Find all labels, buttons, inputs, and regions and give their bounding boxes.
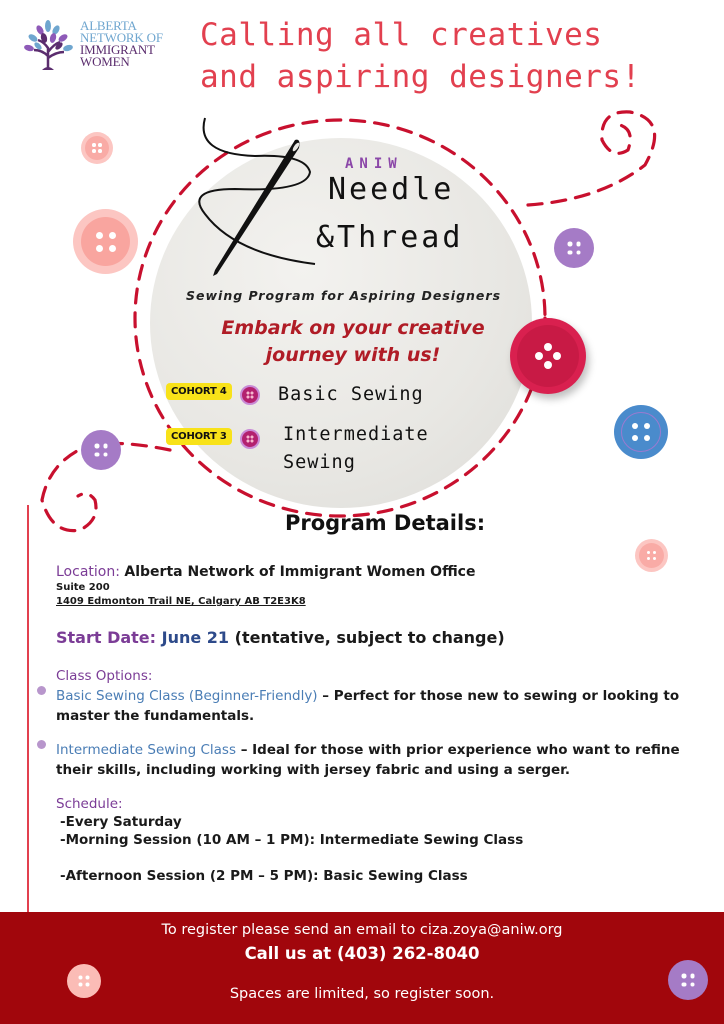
class-option-name: Intermediate Sewing Class (56, 742, 236, 758)
tagline (218, 315, 488, 369)
purple-button-left-icon (81, 430, 121, 470)
register-email-text[interactable]: To register please send an email to ciza.zoya@aniw.org (161, 922, 563, 938)
button-bullet-icon (37, 686, 46, 695)
logo-line: ALBERTA (80, 18, 137, 33)
schedule-item: -Afternoon Session (2 PM – 5 PM): Basic Sewing Class (60, 868, 468, 884)
headline-line-1: Calling all creatives (200, 17, 603, 53)
spaces-limited-note: Spaces are limited, so register soon. (229, 986, 495, 1002)
location-label: Location: (56, 564, 120, 580)
suite: Suite 200 (56, 582, 110, 593)
logo-line: NETWORK OF (80, 30, 163, 45)
schedule-item: -Morning Session (10 AM – 1 PM): Intermediate Sewing Class (60, 832, 524, 848)
stitch-swirl-top-right (528, 112, 655, 205)
address-link[interactable]: 1409 Edmonton Trail NE, Calgary AB T2E3K8 (56, 596, 306, 607)
schedule-item: -Every Saturday (60, 814, 182, 830)
program-subtitle: Sewing Program for Aspiring Designers (186, 288, 502, 303)
cohort-4-badge: COHORT 4 (166, 383, 232, 400)
purple-button-icon (554, 228, 594, 268)
pink-button-icon (81, 132, 113, 164)
pink-button-footer-icon (67, 964, 101, 998)
start-date-value: June 21 (161, 628, 230, 647)
program-details-heading: Program Details: (285, 511, 486, 535)
class-option-name: Basic Sewing Class (Beginner-Friendly) (56, 688, 318, 704)
logo-line: IMMIGRANT (80, 42, 155, 57)
red-button-icon (510, 318, 586, 394)
program-title-line-2: &Thread (316, 220, 464, 255)
button-bullet-icon (240, 385, 260, 405)
class-option-description: – Ideal for those with prior experience who want to refine their skills, including working with jersey fabric and using a serger. (56, 742, 680, 778)
course-line: Sewing (283, 452, 356, 473)
cohort-3-badge: COHORT 3 (166, 428, 232, 445)
blue-button-icon (614, 405, 668, 459)
button-bullet-icon (240, 429, 260, 449)
logo-line: WOMEN (80, 54, 130, 69)
phone-text[interactable]: Call us at (403) 262-8040 (244, 944, 480, 963)
headline-line-2: and aspiring designers! (200, 59, 641, 95)
class-options-label: Class Options: (56, 668, 153, 684)
course-intermediate-sewing (283, 421, 429, 477)
class-option-description: – Perfect for those new to sewing or looking to master the fundamentals. (56, 688, 680, 724)
program-org: ANIW (345, 156, 403, 172)
class-option-intermediate (56, 740, 696, 780)
start-date (56, 628, 505, 647)
tagline-line-1: Embark on your creative (221, 317, 485, 339)
schedule-label: Schedule: (56, 796, 123, 812)
pink-button-large-icon (73, 209, 138, 274)
start-date-note: (tentative, subject to change) (234, 628, 505, 647)
tagline-line-2: journey with us! (265, 344, 441, 366)
needle-thread-icon (195, 114, 345, 284)
course-line: Intermediate (283, 424, 429, 445)
location-value: Alberta Network of Immigrant Women Office (124, 564, 476, 580)
purple-button-footer-icon (668, 960, 708, 1000)
button-bullet-icon (37, 740, 46, 749)
location (56, 564, 475, 580)
program-title-line-1: Needle (328, 172, 455, 207)
pink-button-small-icon (635, 539, 668, 572)
footer-banner (0, 912, 724, 1024)
start-date-label: Start Date: (56, 628, 157, 647)
class-option-basic (56, 686, 696, 726)
course-basic-sewing: Basic Sewing (278, 384, 424, 405)
